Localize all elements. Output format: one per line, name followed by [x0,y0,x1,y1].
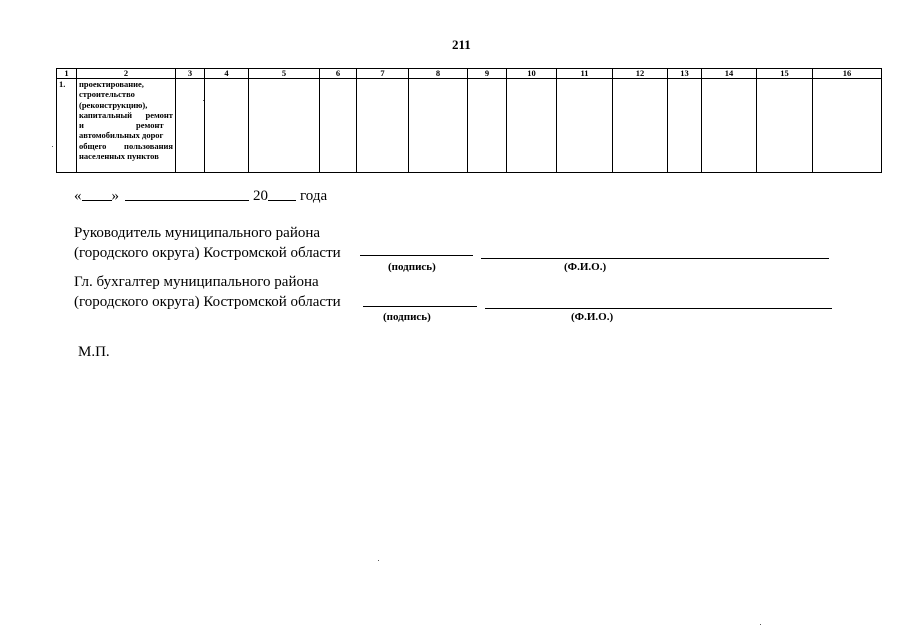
accountant-title-line2: (городского округа) Костромской области [74,294,341,310]
table-cell [668,79,702,173]
description-line: строительство [79,89,135,100]
column-header: 7 [357,69,409,79]
description-line: (реконструкцию), [79,99,148,110]
head-title-line2: (городского округа) Костромской области [74,245,341,261]
column-header: 1 [57,69,77,79]
table-cell [757,79,813,173]
head-sign-caption: (подпись) [388,261,436,273]
table-cell [507,79,557,173]
column-header: 14 [702,69,757,79]
table-cell [409,79,468,173]
head-name-line[interactable] [481,258,829,259]
year-suffix: года [300,188,328,204]
column-header: 16 [813,69,882,79]
column-header: 15 [757,69,813,79]
table-cell [205,79,249,173]
table-cell [176,79,205,173]
column-header: 9 [468,69,507,79]
head-name-caption: (Ф.И.О.) [564,261,607,273]
column-header: 4 [205,69,249,79]
head-signature-title [74,223,341,263]
row-description [77,79,176,173]
open-quote: « [74,188,82,204]
date-line [74,187,327,205]
report-table [56,68,882,173]
table-cell [813,79,882,173]
description-line: населенных пунктов [79,151,159,162]
column-header: 12 [613,69,668,79]
description-line: проектирование, [79,79,144,89]
table-row [57,79,882,173]
day-blank[interactable] [82,187,112,201]
head-signature-line[interactable] [360,255,473,256]
table-header-row [57,69,882,79]
table-cell [357,79,409,173]
description-line: общего пользования [79,140,173,151]
column-header: 8 [409,69,468,79]
table-cell [468,79,507,173]
column-header: 11 [557,69,613,79]
column-header: 13 [668,69,702,79]
accountant-signature-line[interactable] [363,306,477,307]
accountant-name-line[interactable] [485,308,832,309]
description-line: капитальный ремонт [79,109,173,120]
table-cell [702,79,757,173]
column-header: 5 [249,69,320,79]
accountant-title-line1: Гл. бухгалтер муниципального района [74,274,319,290]
column-header: 3 [176,69,205,79]
table-cell [249,79,320,173]
column-header: 2 [77,69,176,79]
table-cell [320,79,357,173]
accountant-name-caption: (Ф.И.О.) [571,311,614,323]
row-number: 1. [57,79,77,173]
column-header: 10 [507,69,557,79]
scan-speck [378,560,379,561]
accountant-sign-caption: (подпись) [383,311,431,323]
scan-speck [760,624,761,625]
scan-speck [203,100,204,101]
month-blank[interactable] [125,187,249,201]
year-blank[interactable] [268,187,296,201]
column-header: 6 [320,69,357,79]
close-quote: » [111,188,119,204]
year-prefix: 20 [253,188,268,204]
table-cell [613,79,668,173]
page-number: 211 [452,37,471,52]
accountant-signature-title [74,272,341,312]
description-line: автомобильных дорог [79,130,164,141]
description-line: и ремонт [79,120,164,131]
head-title-line1: Руководитель муниципального района [74,225,321,241]
table-cell [557,79,613,173]
scan-speck [52,146,53,147]
stamp-label: М.П. [78,344,110,360]
